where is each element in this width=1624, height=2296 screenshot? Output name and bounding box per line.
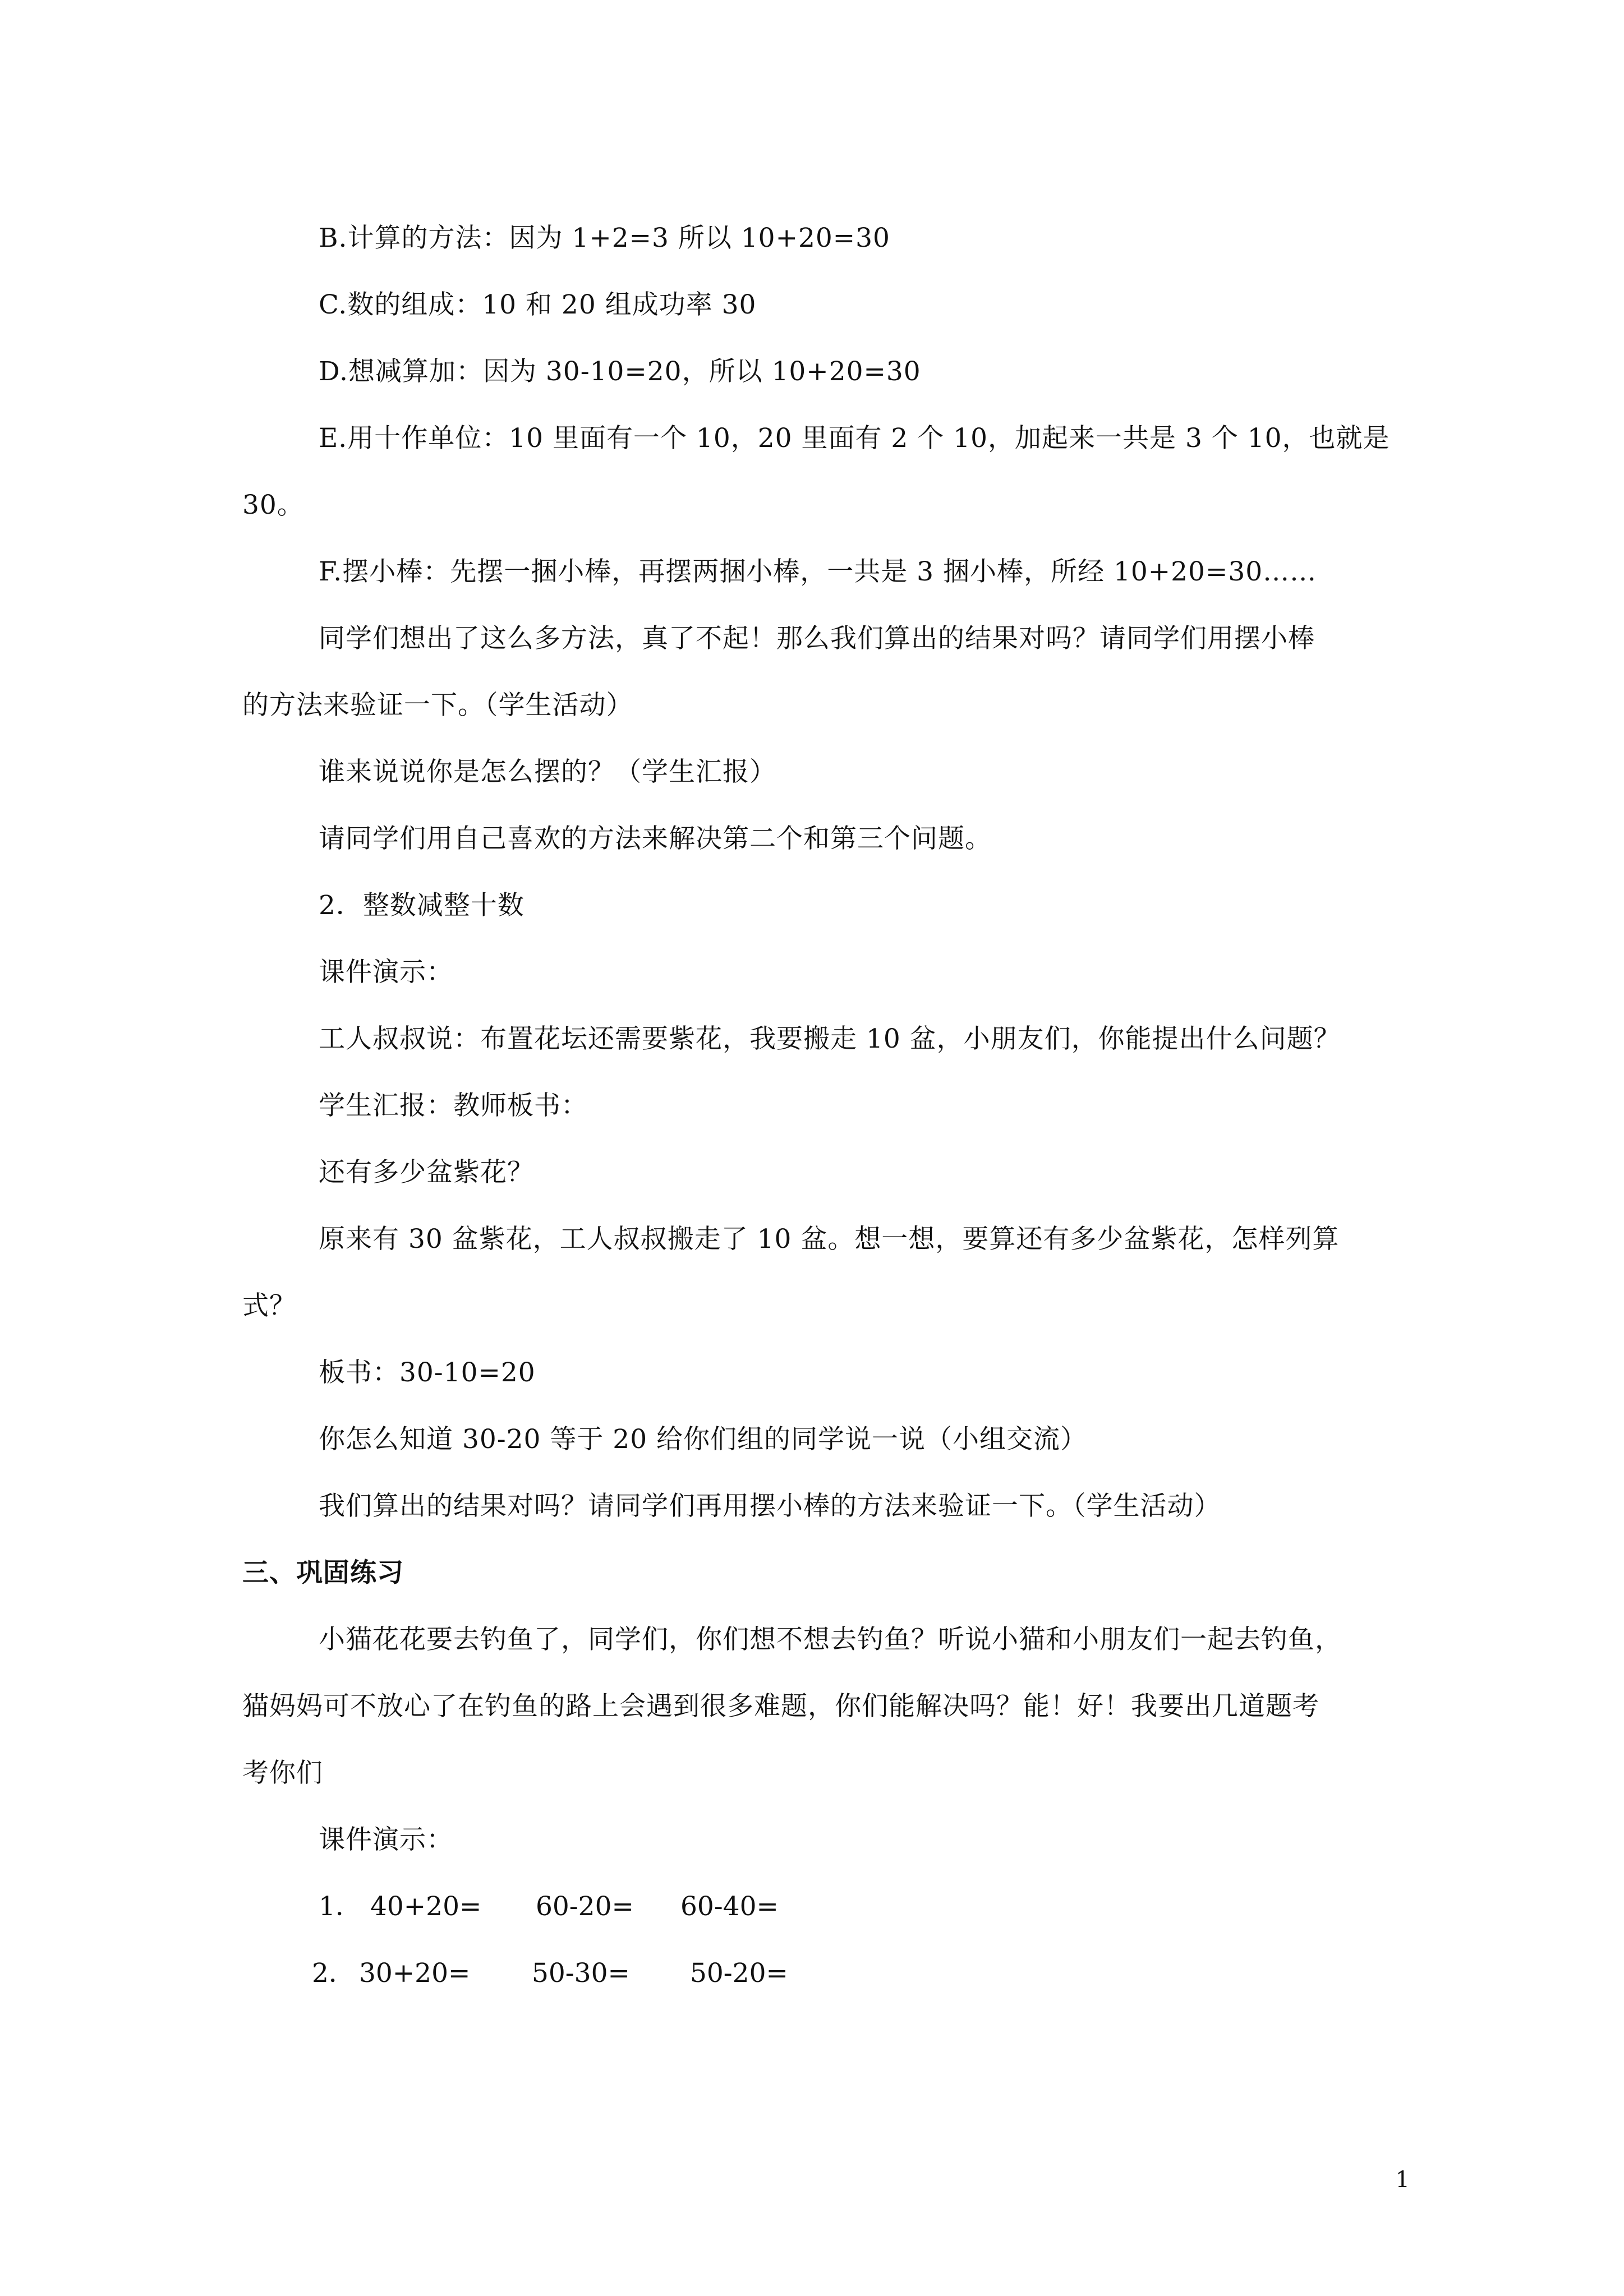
- text-line: B.计算的方法：因为 1+2=3 所以 10+20=30: [319, 223, 890, 253]
- exercise-number: 1．: [319, 1891, 362, 1922]
- text-line: 猫妈妈可不放心了在钓鱼的路上会遇到很多难题，你们能解决吗？能！好！我要出几道题考: [242, 1691, 1319, 1722]
- text-line: 你怎么知道 30-20 等于 20 给你们组的同学说一说（小组交流）: [319, 1424, 1088, 1455]
- text-line: 式？: [242, 1290, 296, 1321]
- text-line: 请同学们用自己喜欢的方法来解决第二个和第三个问题。: [319, 823, 992, 854]
- section-heading: 三、巩固练习: [242, 1557, 404, 1588]
- text-line: 课件演示：: [319, 957, 453, 988]
- text-line: 课件演示：: [319, 1824, 453, 1855]
- exercise-number: 2．: [312, 1958, 355, 1989]
- text-line: 小猫花花要去钓鱼了，同学们，你们想不想去钓鱼？听说小猫和小朋友们一起去钓鱼，: [319, 1624, 1342, 1655]
- text-line: 板书：30-10=20: [319, 1357, 536, 1388]
- text-line: 我们算出的结果对吗？请同学们再用摆小棒的方法来验证一下。（学生活动）: [319, 1491, 1221, 1522]
- text-line: 工人叔叔说：布置花坛还需要紫花，我要搬走 10 盆，小朋友们，你能提出什么问题？: [319, 1023, 1341, 1054]
- text-line: E.用十作单位：10 里面有一个 10，20 里面有 2 个 10，加起来一共是 3 个 10，也就是: [319, 423, 1390, 454]
- exercise-item: 40+20=: [370, 1891, 482, 1922]
- text-line: D.想减算加：因为 30-10=20，所以 10+20=30: [319, 356, 921, 387]
- text-line: 谁来说说你是怎么摆的？（学生汇报）: [319, 757, 776, 787]
- subsection-title: 2．整数减整十数: [319, 890, 525, 921]
- exercise-item: 50-30=: [532, 1958, 630, 1989]
- exercise-item: 60-20=: [536, 1891, 634, 1922]
- page-number: 1: [1395, 2167, 1410, 2193]
- text-line: 原来有 30 盆紫花，工人叔叔搬走了 10 盆。想一想，要算还有多少盆紫花，怎样列算: [319, 1224, 1340, 1255]
- text-line: F.摆小棒：先摆一捆小棒，再摆两捆小棒，一共是 3 捆小棒，所经 10+20=30……: [319, 556, 1317, 587]
- text-line: 考你们: [242, 1758, 323, 1788]
- text-line: 还有多少盆紫花？: [319, 1157, 534, 1188]
- text-line: 的方法来验证一下。（学生活动）: [242, 690, 633, 721]
- exercise-item: 60-40=: [680, 1891, 779, 1922]
- text-line: C.数的组成：10 和 20 组成功率 30: [319, 289, 757, 320]
- text-line: 30。: [242, 490, 304, 520]
- text-line: 学生汇报：教师板书：: [319, 1090, 588, 1121]
- text-line: 同学们想出了这么多方法，真了不起！那么我们算出的结果对吗？请同学们用摆小棒: [319, 623, 1315, 654]
- exercise-item: 30+20=: [359, 1958, 471, 1989]
- exercise-item: 50-20=: [690, 1958, 788, 1989]
